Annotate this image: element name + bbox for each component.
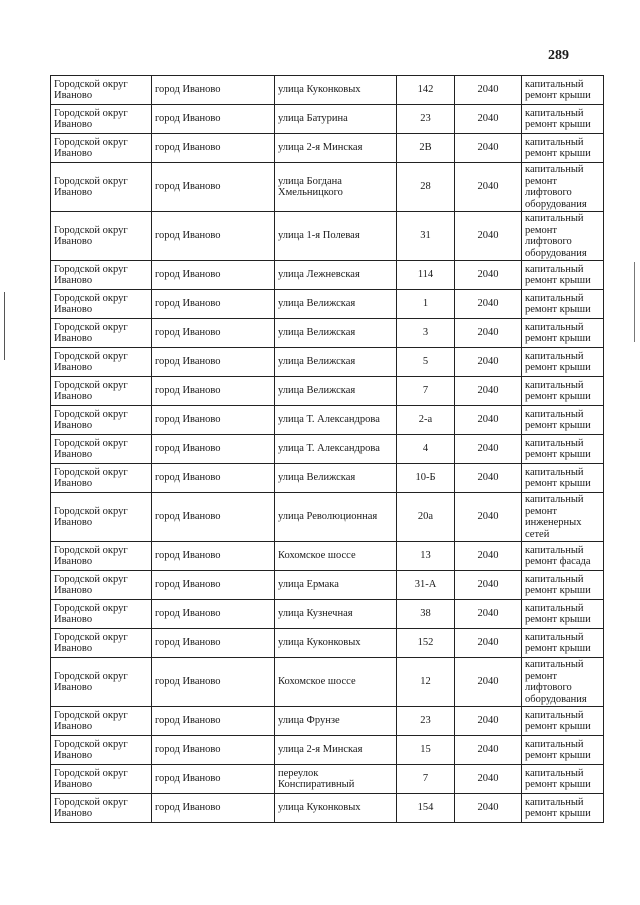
work-type-cell: капитальный ремонт крыши (522, 435, 604, 464)
work-type-cell: капитальный ремонт крыши (522, 134, 604, 163)
house-number-cell: 7 (397, 377, 455, 406)
work-type-cell: капитальный ремонт крыши (522, 76, 604, 105)
house-number-cell: 23 (397, 707, 455, 736)
year-cell: 2040 (455, 571, 522, 600)
work-type-cell: капитальный ремонт крыши (522, 794, 604, 823)
scan-margin-mark-left (4, 292, 5, 360)
district-cell: Городской округ Иваново (51, 76, 152, 105)
work-type-cell: капитальный ремонт лифтового оборудования (522, 163, 604, 212)
house-number-cell: 38 (397, 600, 455, 629)
year-cell: 2040 (455, 261, 522, 290)
table-row (51, 134, 604, 163)
work-type-cell: капитальный ремонт крыши (522, 629, 604, 658)
house-number-cell: 152 (397, 629, 455, 658)
table-row (51, 600, 604, 629)
table-row (51, 435, 604, 464)
table-body (51, 76, 604, 823)
year-cell: 2040 (455, 658, 522, 707)
year-cell: 2040 (455, 765, 522, 794)
work-type-cell: капитальный ремонт крыши (522, 765, 604, 794)
street-cell: улица 1-я Полевая (275, 212, 397, 261)
year-cell: 2040 (455, 377, 522, 406)
street-cell: улица 2-я Минская (275, 736, 397, 765)
year-cell: 2040 (455, 290, 522, 319)
work-type-cell: капитальный ремонт инженерных сетей (522, 493, 604, 542)
city-cell: город Иваново (152, 542, 275, 571)
work-type-cell: капитальный ремонт крыши (522, 707, 604, 736)
table-row (51, 319, 604, 348)
city-cell: город Иваново (152, 163, 275, 212)
table-row (51, 76, 604, 105)
street-cell: улица Т. Александрова (275, 435, 397, 464)
house-number-cell: 31-А (397, 571, 455, 600)
city-cell: город Иваново (152, 794, 275, 823)
street-cell: улица Ермака (275, 571, 397, 600)
house-number-cell: 12 (397, 658, 455, 707)
work-type-cell: капитальный ремонт крыши (522, 348, 604, 377)
work-type-cell: капитальный ремонт крыши (522, 377, 604, 406)
table-row (51, 290, 604, 319)
street-cell: улица Лежневская (275, 261, 397, 290)
street-cell: улица Т. Александрова (275, 406, 397, 435)
year-cell: 2040 (455, 163, 522, 212)
district-cell: Городской округ Иваново (51, 105, 152, 134)
year-cell: 2040 (455, 736, 522, 765)
city-cell: город Иваново (152, 435, 275, 464)
district-cell: Городской округ Иваново (51, 212, 152, 261)
street-cell: улица Кузнечная (275, 600, 397, 629)
house-number-cell: 31 (397, 212, 455, 261)
work-type-cell: капитальный ремонт лифтового оборудования (522, 658, 604, 707)
table-row (51, 707, 604, 736)
page-number: 289 (548, 48, 569, 63)
street-cell: улица Фрунзе (275, 707, 397, 736)
table-row (51, 629, 604, 658)
city-cell: город Иваново (152, 261, 275, 290)
city-cell: город Иваново (152, 319, 275, 348)
year-cell: 2040 (455, 464, 522, 493)
year-cell: 2040 (455, 435, 522, 464)
house-number-cell: 7 (397, 765, 455, 794)
table-row (51, 571, 604, 600)
district-cell: Городской округ Иваново (51, 377, 152, 406)
work-type-cell: капитальный ремонт крыши (522, 464, 604, 493)
street-cell: улица Куконковых (275, 794, 397, 823)
city-cell: город Иваново (152, 736, 275, 765)
city-cell: город Иваново (152, 212, 275, 261)
district-cell: Городской округ Иваново (51, 163, 152, 212)
work-type-cell: капитальный ремонт крыши (522, 571, 604, 600)
house-number-cell: 3 (397, 319, 455, 348)
house-number-cell: 23 (397, 105, 455, 134)
year-cell: 2040 (455, 134, 522, 163)
city-cell: город Иваново (152, 377, 275, 406)
table-row (51, 542, 604, 571)
city-cell: город Иваново (152, 134, 275, 163)
house-number-cell: 4 (397, 435, 455, 464)
city-cell: город Иваново (152, 348, 275, 377)
district-cell: Городской округ Иваново (51, 290, 152, 319)
street-cell: улица Велижская (275, 348, 397, 377)
city-cell: город Иваново (152, 765, 275, 794)
table-row (51, 348, 604, 377)
district-cell: Городской округ Иваново (51, 600, 152, 629)
district-cell: Городской округ Иваново (51, 406, 152, 435)
district-cell: Городской округ Иваново (51, 542, 152, 571)
city-cell: город Иваново (152, 629, 275, 658)
street-cell: улица Батурина (275, 105, 397, 134)
house-number-cell: 28 (397, 163, 455, 212)
year-cell: 2040 (455, 794, 522, 823)
year-cell: 2040 (455, 348, 522, 377)
year-cell: 2040 (455, 105, 522, 134)
house-number-cell: 5 (397, 348, 455, 377)
street-cell: улица Велижская (275, 377, 397, 406)
street-cell: улица 2-я Минская (275, 134, 397, 163)
district-cell: Городской округ Иваново (51, 571, 152, 600)
district-cell: Городской округ Иваново (51, 736, 152, 765)
street-cell: улица Куконковых (275, 76, 397, 105)
street-cell: улица Куконковых (275, 629, 397, 658)
house-number-cell: 2В (397, 134, 455, 163)
repair-schedule-table (50, 75, 604, 823)
city-cell: город Иваново (152, 406, 275, 435)
street-cell: Кохомское шоссе (275, 542, 397, 571)
street-cell: улица Велижская (275, 319, 397, 348)
city-cell: город Иваново (152, 571, 275, 600)
year-cell: 2040 (455, 212, 522, 261)
year-cell: 2040 (455, 629, 522, 658)
house-number-cell: 10-Б (397, 464, 455, 493)
year-cell: 2040 (455, 406, 522, 435)
city-cell: город Иваново (152, 76, 275, 105)
year-cell: 2040 (455, 76, 522, 105)
street-cell: улица Велижская (275, 464, 397, 493)
district-cell: Городской округ Иваново (51, 134, 152, 163)
house-number-cell: 13 (397, 542, 455, 571)
district-cell: Городской округ Иваново (51, 319, 152, 348)
table-row (51, 658, 604, 707)
city-cell: город Иваново (152, 464, 275, 493)
district-cell: Городской округ Иваново (51, 658, 152, 707)
district-cell: Городской округ Иваново (51, 629, 152, 658)
house-number-cell: 20а (397, 493, 455, 542)
district-cell: Городской округ Иваново (51, 707, 152, 736)
district-cell: Городской округ Иваново (51, 493, 152, 542)
city-cell: город Иваново (152, 707, 275, 736)
work-type-cell: капитальный ремонт крыши (522, 406, 604, 435)
district-cell: Городской округ Иваново (51, 261, 152, 290)
house-number-cell: 1 (397, 290, 455, 319)
work-type-cell: капитальный ремонт фасада (522, 542, 604, 571)
street-cell: улица Революционная (275, 493, 397, 542)
table-row (51, 765, 604, 794)
scan-margin-mark-right (634, 262, 635, 342)
work-type-cell: капитальный ремонт крыши (522, 105, 604, 134)
table-row (51, 212, 604, 261)
district-cell: Городской округ Иваново (51, 464, 152, 493)
city-cell: город Иваново (152, 600, 275, 629)
city-cell: город Иваново (152, 493, 275, 542)
work-type-cell: капитальный ремонт крыши (522, 319, 604, 348)
district-cell: Городской округ Иваново (51, 348, 152, 377)
work-type-cell: капитальный ремонт лифтового оборудования (522, 212, 604, 261)
street-cell: Кохомское шоссе (275, 658, 397, 707)
house-number-cell: 114 (397, 261, 455, 290)
table-row (51, 406, 604, 435)
house-number-cell: 2-а (397, 406, 455, 435)
house-number-cell: 142 (397, 76, 455, 105)
city-cell: город Иваново (152, 658, 275, 707)
year-cell: 2040 (455, 542, 522, 571)
year-cell: 2040 (455, 319, 522, 348)
city-cell: город Иваново (152, 290, 275, 319)
table-row (51, 261, 604, 290)
year-cell: 2040 (455, 493, 522, 542)
table-row (51, 163, 604, 212)
house-number-cell: 15 (397, 736, 455, 765)
table-row (51, 493, 604, 542)
work-type-cell: капитальный ремонт крыши (522, 261, 604, 290)
table-row (51, 105, 604, 134)
district-cell: Городской округ Иваново (51, 765, 152, 794)
table-row (51, 377, 604, 406)
district-cell: Городской округ Иваново (51, 435, 152, 464)
work-type-cell: капитальный ремонт крыши (522, 736, 604, 765)
work-type-cell: капитальный ремонт крыши (522, 600, 604, 629)
district-cell: Городской округ Иваново (51, 794, 152, 823)
table-row (51, 464, 604, 493)
street-cell: улица Велижская (275, 290, 397, 319)
work-type-cell: капитальный ремонт крыши (522, 290, 604, 319)
table-row (51, 794, 604, 823)
street-cell: улица Богдана Хмельницкого (275, 163, 397, 212)
house-number-cell: 154 (397, 794, 455, 823)
street-cell: переулок Конспиративный (275, 765, 397, 794)
city-cell: город Иваново (152, 105, 275, 134)
year-cell: 2040 (455, 707, 522, 736)
year-cell: 2040 (455, 600, 522, 629)
table-row (51, 736, 604, 765)
